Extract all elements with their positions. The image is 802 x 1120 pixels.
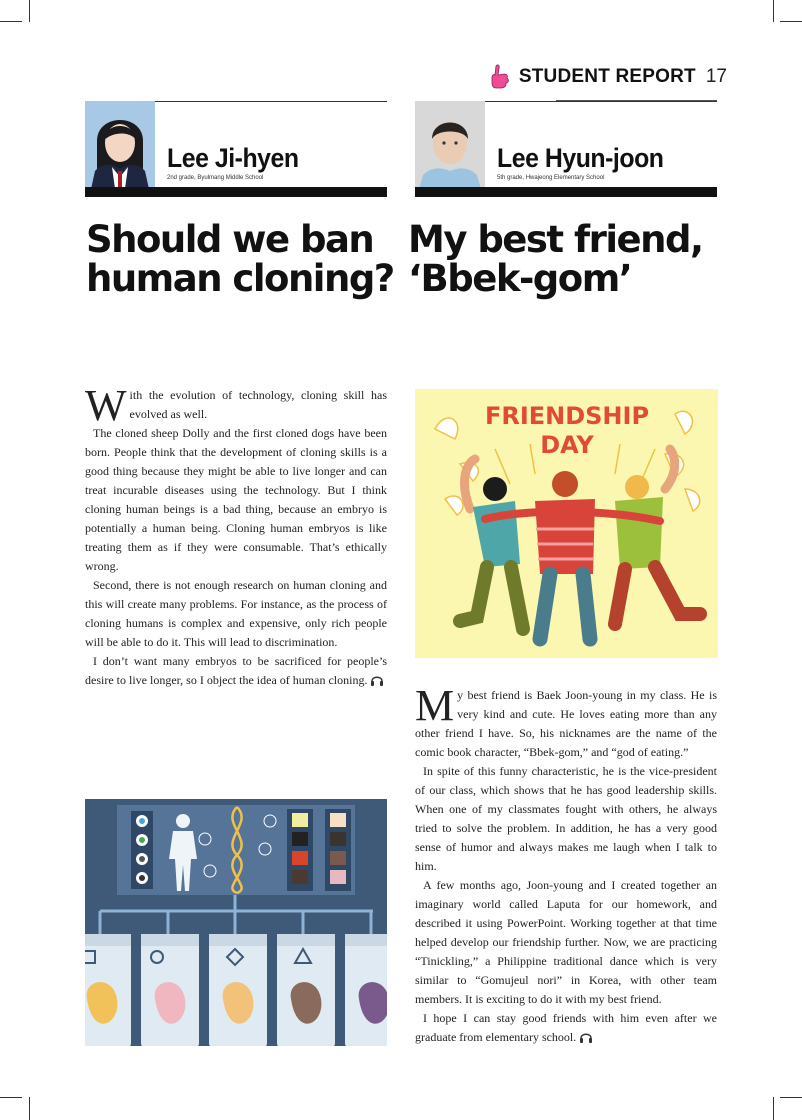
- crop-mark: [29, 0, 30, 22]
- headphones-end-icon: [579, 1031, 593, 1043]
- author-rule: [155, 101, 387, 102]
- article-paragraph: Second, there is not enough research on human cloning and this will create many problems. For instance, as the process of cloning humans is complex and expensive, only rich people will be able to do it. This will lead to discrimination.: [85, 578, 387, 649]
- author-school: 2nd grade, Byulmang Middle School: [167, 175, 264, 181]
- section-title: STUDENT REPORT: [518, 66, 696, 87]
- article-right: [415, 681, 717, 1047]
- crop-mark: [780, 21, 802, 22]
- hand-pointing-icon: [489, 64, 511, 90]
- crop-mark: [773, 1097, 774, 1120]
- article-paragraph: The cloned sheep Dolly and the first cloned dogs have been born. People think that the development of cloning skills is a good thing because they might be able to live longer and can treat incurable diseases using the technology. But I think cloning human beings is a bad thing, because an embryo is potentially a human being. Cloning human embryos is like treating them as if they were consumable. That’s ethically wrong.: [85, 426, 387, 573]
- crop-mark: [29, 1097, 30, 1120]
- headline-left: [86, 220, 394, 298]
- article-paragraph: A few months ago, Joon-young and I created together an imaginary world called Laputa for our homework, and described it using PowerPoint. Working together at that time helped develop our friendship further. Now, we are practicing “Tinickling,” a Philippine traditional dance which is very similar to “Gomujeul nori” in Korea, with other team members. It is exciting to do it with my best friend.: [415, 878, 717, 1006]
- page-header: [489, 64, 727, 90]
- cloning-illustration: [85, 799, 387, 1046]
- author-photo: [415, 101, 485, 189]
- friendship-subtitle: DAY: [540, 431, 594, 459]
- headline-line: Should we ban: [86, 218, 374, 261]
- headphones-end-icon: [370, 674, 384, 686]
- article-paragraph: I hope I can stay good friends with him even after we graduate from elementary school.: [415, 1011, 717, 1044]
- friendship-title: FRIENDSHIP: [484, 402, 650, 430]
- crop-mark: [0, 1097, 22, 1098]
- author-name: Lee Ji-hyen: [167, 143, 299, 173]
- crop-mark: [773, 0, 774, 22]
- crop-mark: [0, 21, 22, 22]
- author-bar: [415, 187, 717, 197]
- article-paragraph: My best friend is Baek Joon-young in my class. He is very kind and cute. He loves eating more than any other friend I have. So, his nicknames are the name of the comic book character, “Bbek-gom,” and “god of eating.”: [415, 681, 717, 759]
- article-paragraph: I don’t want many embryos to be sacrificed for people’s desire to live longer, so I object the idea of human cloning.: [85, 654, 387, 687]
- drop-cap: M: [415, 681, 455, 730]
- author-name: Lee Hyun-joon: [497, 143, 664, 173]
- article-left: [85, 381, 387, 690]
- headline-line: human cloning?: [86, 257, 394, 300]
- article-paragraph: In spite of this funny characteristic, he is the vice-president of our class, which shows that he has good leadership skills. When one of my classmates fought with others, he always tried to solve the problem. In addition, he has a very good sense of humor and always makes me laugh when I talk to him.: [415, 764, 717, 873]
- author-bar: [85, 187, 387, 197]
- author-block-left: [85, 101, 387, 197]
- author-school: 5th grade, Hwajeong Elementary School: [497, 175, 605, 181]
- headline-right: [408, 220, 703, 298]
- author-block-right: [415, 101, 717, 197]
- friendship-day-illustration: [415, 389, 718, 658]
- author-photo: [85, 101, 155, 189]
- headline-line: My best friend,: [408, 218, 703, 261]
- headline-line: ‘Bbek-gom’: [408, 257, 632, 300]
- crop-mark: [780, 1097, 802, 1098]
- page-number: 17: [705, 66, 727, 87]
- drop-cap: W: [85, 381, 127, 430]
- author-rule: [485, 101, 717, 102]
- article-paragraph: With the evolution of technology, cloning skill has evolved as well.: [85, 381, 387, 430]
